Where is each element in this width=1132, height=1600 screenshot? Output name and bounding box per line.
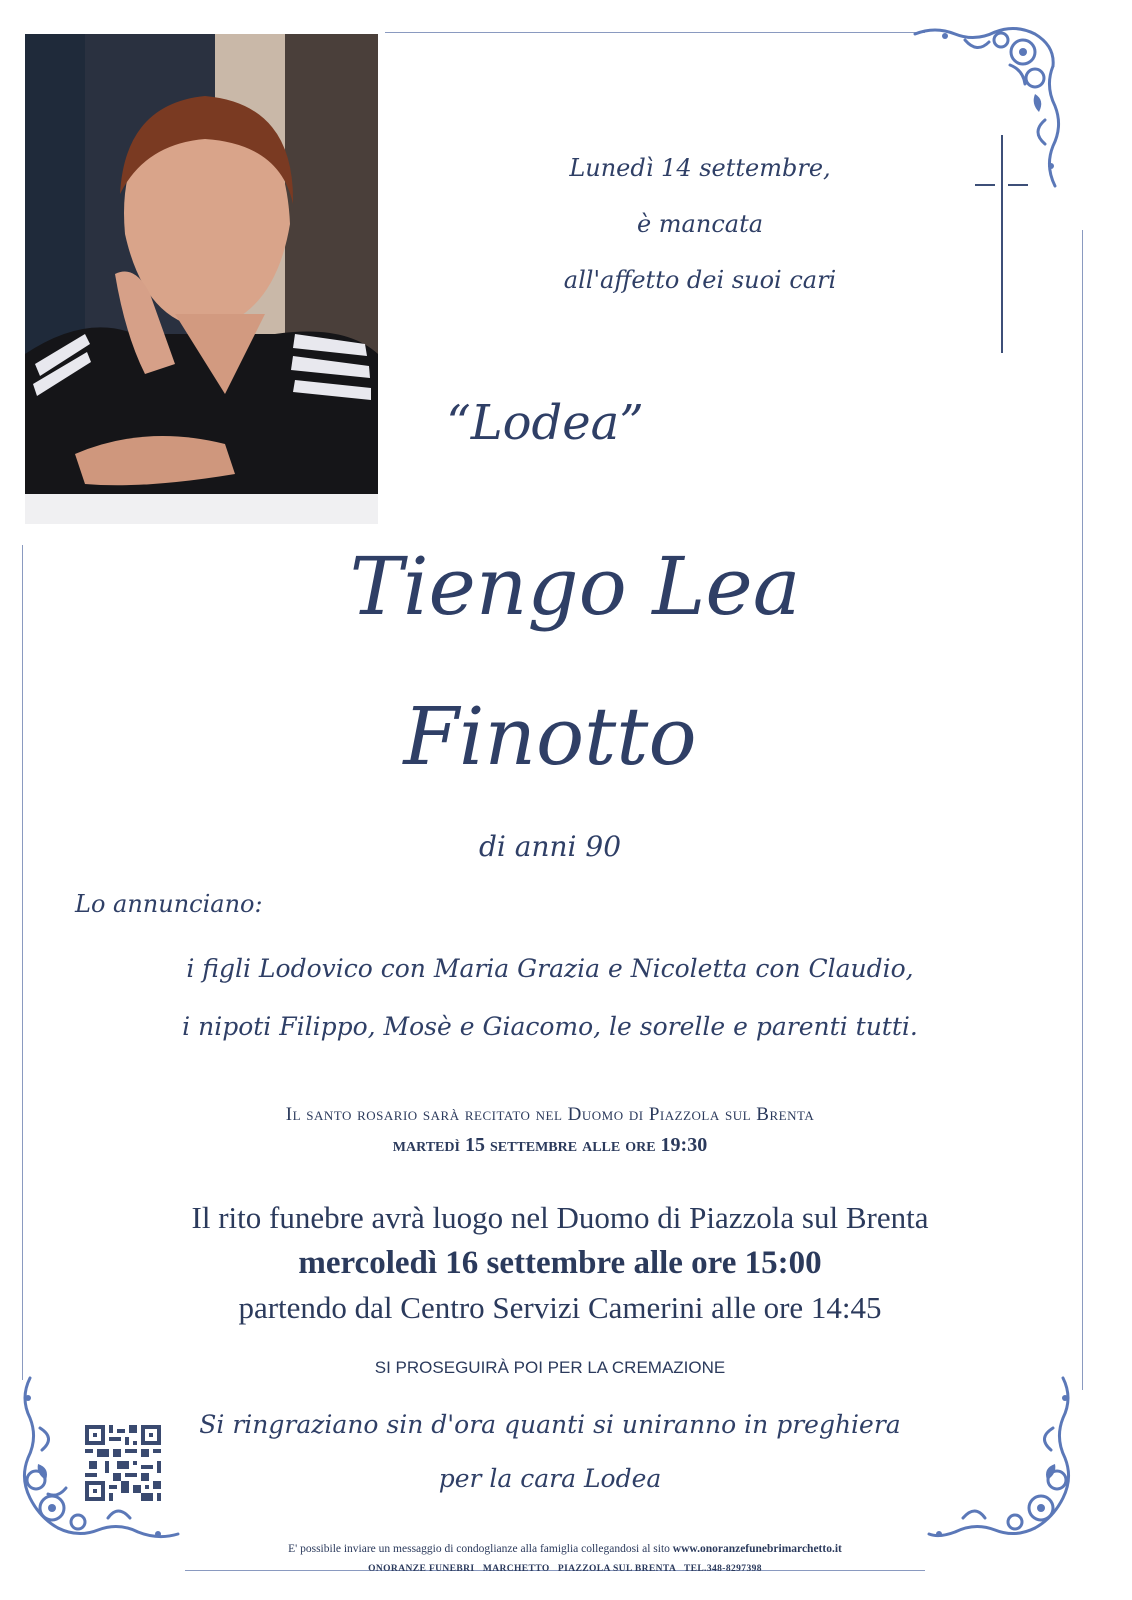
frame-line-right [1082,230,1083,1390]
nickname: “Lodea” [446,395,644,451]
relatives-grandchildren: i nipoti Filippo, Mosè e Giacomo, le sorelle e parenti tutti. [182,1012,918,1041]
frame-line-left [22,545,23,1380]
condolence-info [150,1543,980,1555]
thanks-line: Si ringraziano sin d'ora quanti si uniranno in preghiera [199,1410,901,1439]
thanks-dedication: per la cara Lodea [438,1464,662,1493]
rosary-info: Il santo rosario sarà recitato nel Duomo di Piazzola sul Brenta [285,1104,815,1125]
rosary-datetime: martedì 15 settembre alle ore 19:30 [392,1134,708,1156]
funeral-departure: partendo dal Centro Servizi Camerini alle ore 14:45 [238,1290,882,1325]
deceased-age: di anni 90 [478,830,622,863]
relatives-list [100,940,1000,1056]
website-link[interactable]: www.onoranzefunebrimarchetto.it [672,1543,842,1555]
corner-ornament-bottom-left [18,1368,188,1548]
deceased-name: Tiengo Lea [349,540,801,633]
corner-ornament-bottom-right [925,1368,1075,1548]
funeral-datetime: mercoledì 16 settembre alle ore 15:00 [298,1245,822,1281]
intro-affection: all'affetto dei suoi cari [563,266,837,294]
condolence-text: E' possibile inviare un messaggio di condoglianze alla famiglia collegandosi al sito [288,1543,670,1555]
cremation-note: SI PROSEGUIRÀ POI PER LA CREMAZIONE [374,1358,726,1377]
funeral-location: Il rito funebre avrà luogo nel Duomo di Piazzola sul Brenta [191,1200,929,1235]
corner-ornament-top-right [905,20,1065,210]
portrait-photo [25,34,378,524]
deceased-surname: Finotto [403,690,697,783]
death-announcement-intro [500,140,900,308]
agency-info: ONORANZE FUNEBRI MARCHETTO PIAZZOLA SUL BRENTA TEL.348-8297398 [368,1564,762,1574]
intro-date: Lunedì 14 settembre, [569,154,831,182]
intro-passed: è mancata [636,210,764,238]
frame-line-top [385,32,925,33]
announcers-label: Lo annunciano: [75,890,263,918]
relatives-children: i figli Lodovico con Maria Grazia e Nicoletta con Claudio, [186,954,914,983]
